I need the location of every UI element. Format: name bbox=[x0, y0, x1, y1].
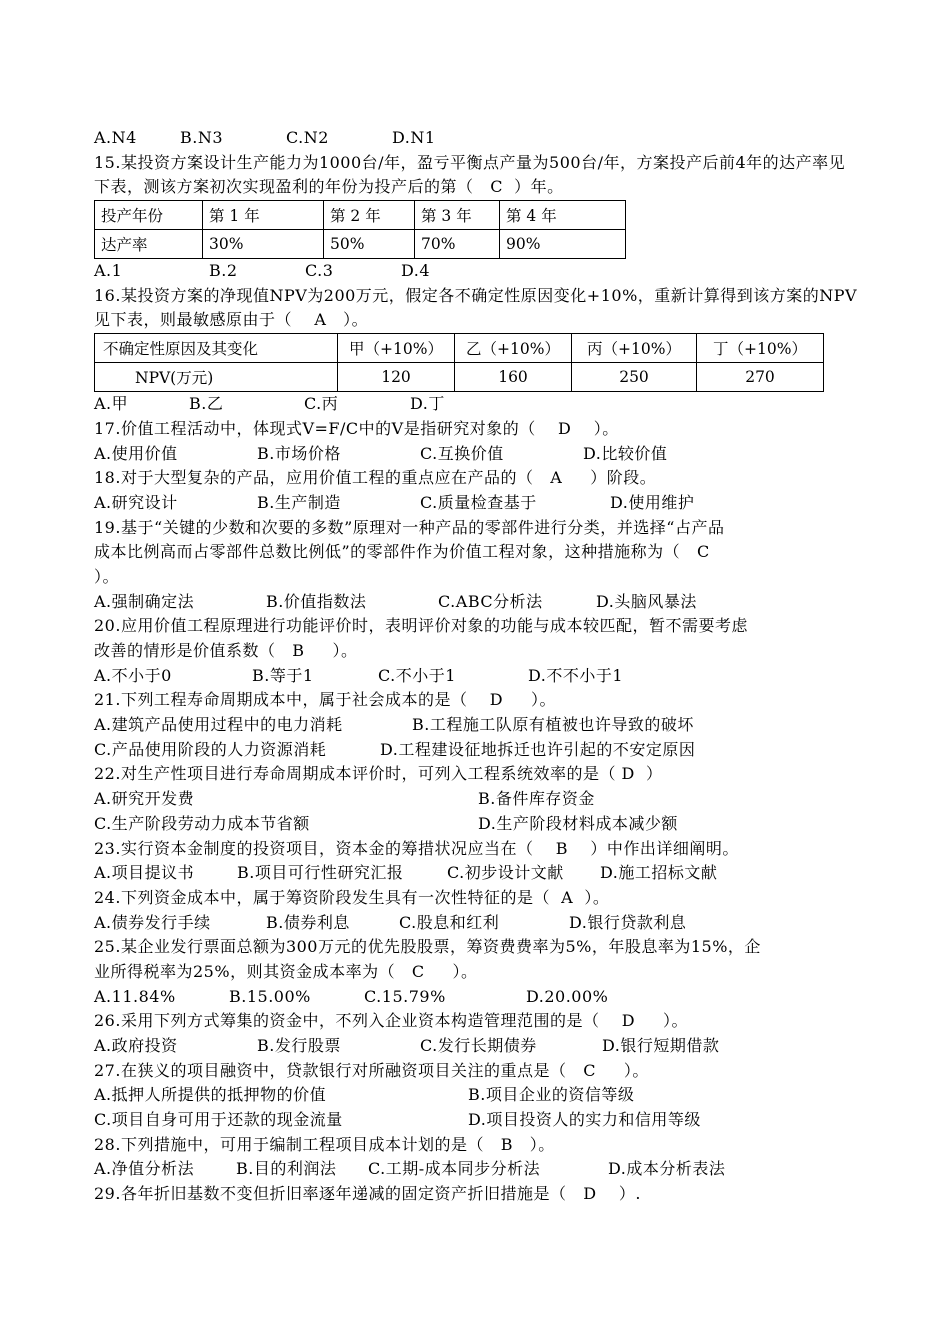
q19-options bbox=[94, 590, 864, 615]
option-c: C.产品使用阶段的人力资源消耗 bbox=[94, 739, 327, 759]
option-a: A.研究设计 bbox=[94, 492, 178, 512]
option-a: A.建筑产品使用过程中的电力消耗 bbox=[94, 715, 343, 735]
option-b: B.债券利息 bbox=[266, 912, 350, 932]
table-cell: 第 3 年 bbox=[415, 201, 500, 230]
q22-options-row-1 bbox=[94, 787, 864, 812]
option-b: B.工程施工队原有植被也许导致的破坏 bbox=[412, 715, 694, 735]
question-17: 17.价值工程活动中，体现式V=F/C中的V是指研究对象的（ D ）。 bbox=[94, 418, 619, 438]
question-23: 23.实行资本金制度的投资项目，资本金的筹措状况应当在（ B ）中作出详细阐明。 bbox=[94, 838, 739, 858]
table-cell: 乙（+10%） bbox=[455, 334, 572, 363]
option-c: C.生产阶段劳动力成本节省额 bbox=[94, 813, 310, 833]
table-row bbox=[95, 363, 824, 392]
table-cell: 120 bbox=[338, 363, 455, 392]
option-b: B.项目可行性研究汇报 bbox=[237, 863, 404, 883]
option-b: B.价值指数法 bbox=[266, 591, 367, 611]
option-d: D.工程建设征地拆迁也许引起的不安定原因 bbox=[380, 739, 696, 759]
q28-options bbox=[94, 1157, 864, 1182]
option-c: C.ABC分析法 bbox=[438, 591, 543, 611]
option-d: D.项目投资人的实力和信用等级 bbox=[468, 1110, 701, 1130]
table-cell: 250 bbox=[572, 363, 697, 392]
question-24: 24.下列资金成本中，属于筹资阶段发生具有一次性特征的是（ A ）。 bbox=[94, 887, 610, 907]
option-d: D.银行贷款利息 bbox=[569, 912, 687, 932]
option-c: C.不小于1 bbox=[378, 665, 456, 685]
option-c: C.15.79% bbox=[364, 986, 446, 1006]
option-d: D.使用维护 bbox=[610, 492, 695, 512]
option-a: A.项目提议书 bbox=[94, 863, 195, 883]
document-page bbox=[94, 126, 864, 1207]
option-c: C.丙 bbox=[304, 394, 339, 414]
option-a: A.甲 bbox=[94, 394, 129, 414]
question-19-line-3: ）。 bbox=[94, 566, 120, 586]
question-29: 29.各年折旧基数不变但折旧率逐年递减的固定资产折旧措施是（ D ）. bbox=[94, 1184, 641, 1204]
question-20-line-1: 20.应用价值工程原理进行功能评价时，表明评价对象的功能与成本较匹配，暂不需要考虑 bbox=[94, 616, 748, 636]
question-19-line-2: 成本比例高而占零部件总数比例低”的零部件作为价值工程对象，这种措施称为（ C bbox=[94, 542, 710, 562]
table-cell: 第 2 年 bbox=[324, 201, 415, 230]
table-cell: 160 bbox=[455, 363, 572, 392]
option-b: B.备件库存资金 bbox=[478, 789, 595, 809]
option-d: D.N1 bbox=[392, 128, 436, 147]
option-d: D.头脑风暴法 bbox=[596, 591, 697, 611]
q27-options-row-2 bbox=[94, 1108, 864, 1133]
q17-options bbox=[94, 442, 864, 467]
option-a: A.强制确定法 bbox=[94, 591, 195, 611]
q22-options-row-2 bbox=[94, 812, 864, 837]
q24-options bbox=[94, 911, 864, 936]
q14-options bbox=[94, 126, 864, 151]
option-b: B.目的利润法 bbox=[236, 1159, 337, 1179]
table-cell: 50% bbox=[324, 230, 415, 259]
option-a: A.抵押人所提供的抵押物的价值 bbox=[94, 1085, 327, 1105]
question-25-line-1: 25.某企业发行票面总额为300万元的优先股股票，筹资费费率为5%，年股息率为15%，企 bbox=[94, 937, 761, 957]
question-28: 28.下列措施中，可用于编制工程项目成本计划的是（ B ）。 bbox=[94, 1134, 555, 1154]
option-b: B.生产制造 bbox=[257, 492, 341, 512]
table-cell: 不确定性原因及其变化 bbox=[95, 334, 338, 363]
option-d: D.生产阶段材料成本减少额 bbox=[478, 813, 678, 833]
question-22: 22.对生产性项目进行寿命周期成本评价时，可列入工程系统效率的是（ D ） bbox=[94, 764, 663, 784]
option-a: A.N4 bbox=[94, 128, 137, 147]
q21-options-row-1 bbox=[94, 713, 864, 738]
q23-options bbox=[94, 861, 864, 886]
table-cell: 30% bbox=[203, 230, 324, 259]
question-18: 18.对于大型复杂的产品，应用价值工程的重点应在产品的（ A ）阶段。 bbox=[94, 468, 657, 488]
q15-table bbox=[94, 200, 626, 259]
option-a: A.1 bbox=[94, 261, 123, 281]
option-c: C.质量检查基于 bbox=[420, 492, 537, 512]
table-row bbox=[95, 230, 626, 259]
option-c: C.项目自身可用于还款的现金流量 bbox=[94, 1110, 343, 1130]
question-15-line-2: 下表，测该方案初次实现盈利的年份为投产后的第（ C ）年。 bbox=[94, 177, 564, 197]
question-19-line-1: 19.基于“关键的少数和次要的多数”原理对一种产品的零部件进行分类，并选择“占产品 bbox=[94, 517, 725, 537]
option-b: B.2 bbox=[209, 261, 238, 281]
option-c: C.互换价值 bbox=[420, 443, 504, 463]
option-b: B.15.00% bbox=[229, 986, 311, 1006]
option-b: B.发行股票 bbox=[257, 1036, 341, 1055]
q15-options bbox=[94, 259, 864, 284]
option-b: B.等于1 bbox=[252, 665, 314, 685]
option-a: A.11.84% bbox=[94, 986, 176, 1006]
question-16-line-1: 16.某投资方案的净现值NPV为200万元，假定各不确定性原因变化+10%，重新计算得到该方案的NPV bbox=[94, 285, 858, 305]
table-cell: 70% bbox=[415, 230, 500, 259]
option-b: B.项目企业的资信等级 bbox=[468, 1085, 635, 1105]
option-d: D.比较价值 bbox=[583, 443, 668, 463]
question-15-line-1: 15.某投资方案设计生产能力为1000台/年，盈亏平衡点产量为500台/年，方案投产后前4年的达产率见 bbox=[94, 152, 846, 172]
table-cell: 甲（+10%） bbox=[338, 334, 455, 363]
option-d: D.不不小于1 bbox=[528, 665, 624, 685]
option-a: A.政府投资 bbox=[94, 1036, 178, 1055]
option-a: A.不小于0 bbox=[94, 665, 172, 685]
option-a: A.使用价值 bbox=[94, 443, 178, 463]
option-a: A.净值分析法 bbox=[94, 1159, 195, 1179]
option-d: D.4 bbox=[401, 261, 431, 281]
question-21: 21.下列工程寿命周期成本中，属于社会成本的是（ D ）。 bbox=[94, 690, 557, 710]
option-d: D.20.00% bbox=[526, 986, 609, 1006]
option-d: D.丁 bbox=[410, 394, 445, 414]
question-25-line-2: 业所得税率为25%，则其资金成本率为（ C ）。 bbox=[94, 961, 478, 981]
table-cell: 达产率 bbox=[95, 230, 203, 259]
option-c: C.N2 bbox=[286, 128, 329, 147]
q25-options bbox=[94, 985, 864, 1010]
option-d: D.成本分析表法 bbox=[608, 1159, 726, 1179]
q20-options bbox=[94, 664, 864, 689]
question-26: 26.采用下列方式筹集的资金中，不列入企业资本构造管理范围的是（ D ）。 bbox=[94, 1011, 689, 1031]
option-a: A.债券发行手续 bbox=[94, 912, 211, 932]
table-cell: 第 1 年 bbox=[203, 201, 324, 230]
q27-options-row-1 bbox=[94, 1083, 864, 1108]
option-b: B.乙 bbox=[189, 394, 224, 414]
q26-options bbox=[94, 1034, 864, 1059]
table-cell: 丙（+10%） bbox=[572, 334, 697, 363]
table-cell: 90% bbox=[500, 230, 626, 259]
option-d: D.银行短期借款 bbox=[602, 1036, 720, 1055]
option-c: C.工期-成本同步分析法 bbox=[368, 1159, 541, 1179]
q18-options bbox=[94, 491, 864, 516]
option-b: B.市场价格 bbox=[257, 443, 341, 463]
question-16-line-2: 见下表，则最敏感原由于（ A ）。 bbox=[94, 310, 369, 330]
question-27: 27.在狭义的项目融资中，贷款银行对所融资项目关注的重点是（ C ）。 bbox=[94, 1060, 649, 1080]
option-d: D.施工招标文献 bbox=[600, 863, 718, 883]
q21-options-row-2 bbox=[94, 738, 864, 763]
option-b: B.N3 bbox=[180, 128, 224, 147]
option-c: C.股息和红利 bbox=[399, 912, 500, 932]
table-row bbox=[95, 201, 626, 230]
q16-options bbox=[94, 392, 864, 417]
table-cell: 丁（+10%） bbox=[697, 334, 824, 363]
table-cell: NPV(万元) bbox=[95, 363, 338, 392]
table-cell: 270 bbox=[697, 363, 824, 392]
option-c: C.3 bbox=[305, 261, 334, 281]
option-c: C.初步设计文献 bbox=[447, 863, 564, 883]
option-c: C.发行长期债券 bbox=[420, 1036, 537, 1055]
table-cell: 第 4 年 bbox=[500, 201, 626, 230]
table-row bbox=[95, 334, 824, 363]
table-cell: 投产年份 bbox=[95, 201, 203, 230]
option-a: A.研究开发费 bbox=[94, 789, 195, 809]
question-20-line-2: 改善的情形是价值系数（ B ）。 bbox=[94, 641, 358, 660]
q16-table bbox=[94, 333, 824, 392]
